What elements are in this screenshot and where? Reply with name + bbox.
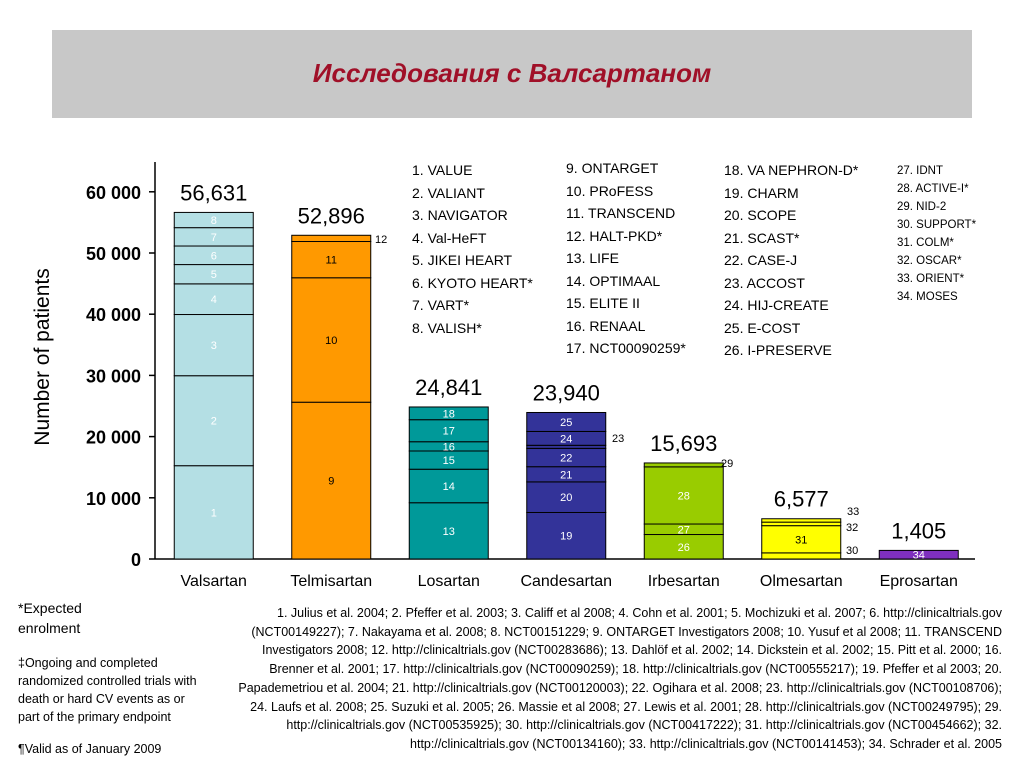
segment-label: 27 <box>677 524 690 537</box>
legend-item: 15. ELITE II <box>566 295 640 311</box>
y-tick-label: 40 000 <box>85 305 141 326</box>
references: 1. Julius et al. 2004; 2. Pfeffer et al. 2003; 3. Califf et al 2008; 4. Cohn et al. 2001; 5. Mochizuki et al. 2007; 6. http://clinicaltrials.gov (NCT00149227); 7. Nakayama et al. 2008; 8. NCT00151229; 9. ONTARGET Investigators 2008; 10. Yusuf et al 2008; 11. TRANSCEND Investigators 2008; 12. http://clinicaltrials.gov (NCT00283686); 13. Dahlöf et al. 2002; 14. Dickstein et al. 2002; 15. Pitt et al. 2000; 16. Brenner et al. 2001; 17. http://clinicaltrials.gov (NCT00090259); 18. http://clinicaltrials.gov (NCT00555217); 19. Pfeffer et al 2003; 20. Papademetriou et al. 2004; 21. http://clinicaltrials.gov (NCT00120003); 22. Ogihara et al. 2008; 23. http://clinicaltrials.gov (NCT00108706); 24. Laufs et al. 2008; 25. Suzuki et al. 2005; 26. Massie et al 2008; 27. Lewis et al. 2001; 28. http://clinicaltrials.gov (NCT00249795); 29. http://clinicaltrials.gov (NCT00535925); 30. http://clinicaltrials.gov (NCT00417222); 31. http://clinicaltrials.gov (NCT00454662); 32. http://clinicaltrials.gov (NCT00134160); 33. http://clinicaltrials.gov (NCT00141453); 34. Schrader et al. 2005 <box>238 606 1002 751</box>
legend-item: 2. VALIANT <box>412 184 485 201</box>
bar-total-label: 24,841 <box>415 374 483 400</box>
legend-item: 8. VALISH* <box>412 319 482 336</box>
y-tick-label: 10 000 <box>85 488 141 509</box>
slide-title: Исследования с Валсартаном <box>312 58 712 88</box>
legend-item: 27. IDNT <box>897 165 944 177</box>
segment-label: 3 <box>210 340 217 353</box>
segment-label: 10 <box>325 334 338 347</box>
segment-label: 24 <box>560 433 573 446</box>
bar-segment-30 <box>762 553 841 559</box>
segment-label: 8 <box>210 215 217 228</box>
y-tick-label: 50 000 <box>85 244 141 264</box>
legend-item: 29. NID-2 <box>897 201 947 213</box>
segment-label-outside: 33 <box>847 506 860 518</box>
x-tick-label: Eprosartan <box>879 573 958 590</box>
y-axis-label: Number of patients <box>31 268 54 446</box>
y-tick-label: 20 000 <box>85 427 141 448</box>
legend-item: 14. OPTIMAAL <box>566 272 661 289</box>
legend-item: 23. ACCOST <box>724 274 805 291</box>
legend-item: 31. COLM* <box>897 237 954 249</box>
legend-item: 34. MOSES <box>897 291 958 303</box>
segment-label: 25 <box>560 416 573 429</box>
legend-item: 11. TRANSCEND <box>566 205 676 221</box>
legend-item: 10. PRoFESS <box>566 182 654 199</box>
bar-total-label: 1,405 <box>891 518 947 544</box>
segment-label: 2 <box>210 415 217 428</box>
legend-item: 30. SUPPORT* <box>897 219 977 231</box>
legend-item: 26. I-PRESERVE <box>724 342 832 358</box>
legend-item: 12. HALT-PKD* <box>566 227 663 244</box>
segment-label: 9 <box>328 475 335 488</box>
legend-item: 16. RENAAL <box>566 317 646 334</box>
y-tick-label: 30 000 <box>85 366 141 387</box>
bar-segment-32 <box>762 522 841 526</box>
legend-item: 20. SCOPE <box>724 207 797 223</box>
y-tick-label: 60 000 <box>85 182 141 203</box>
legend-item: 9. ONTARGET <box>566 160 659 176</box>
x-tick-label: Olmesartan <box>759 573 843 590</box>
legend-column-3 <box>724 159 858 362</box>
x-tick-label: Irbesartan <box>647 573 720 590</box>
bar-segment-12 <box>292 235 371 241</box>
legend-item: 28. ACTIVE-I* <box>897 183 969 195</box>
segment-label-outside: 12 <box>375 234 388 246</box>
bar-total-label: 52,896 <box>297 203 365 229</box>
legend-column-2 <box>566 157 686 360</box>
legend-item: 25. E-COST <box>724 319 801 336</box>
segment-label: 17 <box>442 425 455 438</box>
legend-item: 13. LIFE <box>566 250 619 266</box>
segment-label-outside: 29 <box>721 458 734 470</box>
legend-item: 6. KYOTO HEART* <box>412 274 533 291</box>
legend-item: 24. HIJ-CREATE <box>724 297 829 313</box>
x-tick-label: Valsartan <box>180 573 247 590</box>
segment-label: 5 <box>210 269 217 282</box>
legend-item: 17. NCT00090259* <box>566 340 686 356</box>
bar-segment-29 <box>644 463 723 467</box>
note-valid-date: ¶Valid as of January 2009 <box>18 742 162 756</box>
legend-item: 18. VA NEPHRON-D* <box>724 162 859 178</box>
segment-label: 7 <box>210 231 217 244</box>
bar-total-label: 15,693 <box>650 430 718 456</box>
legend-item: 22. CASE-J <box>724 252 798 268</box>
legend-item: 4. Val-HeFT <box>412 229 487 246</box>
segment-label-outside: 30 <box>846 545 859 557</box>
segment-label: 1 <box>210 507 217 520</box>
bar-total-label: 56,631 <box>180 180 248 206</box>
segment-label: 19 <box>560 530 573 543</box>
legend-item: 32. OSCAR* <box>897 255 962 267</box>
legend-column-4 <box>897 162 976 306</box>
x-tick-label: Telmisartan <box>290 573 373 590</box>
segment-label: 34 <box>912 549 925 562</box>
segment-label-outside: 32 <box>846 522 859 534</box>
legend-item: 33. ORIENT* <box>897 273 965 285</box>
segment-label: 4 <box>210 294 217 307</box>
segment-label: 16 <box>442 441 455 454</box>
legend-item: 3. NAVIGATOR <box>412 207 508 223</box>
note-expected-enrolment: *Expected enrolment <box>18 600 82 636</box>
segment-label: 31 <box>795 534 808 547</box>
segment-label: 18 <box>442 408 455 421</box>
legend-column-1 <box>412 159 533 339</box>
y-tick-label: 0 <box>130 550 141 570</box>
bar-total-label: 23,940 <box>532 380 600 406</box>
bar-total-label: 6,577 <box>773 486 829 512</box>
segment-label: 11 <box>325 254 337 267</box>
segment-label: 21 <box>560 469 573 482</box>
x-tick-label: Candesartan <box>520 573 613 590</box>
segment-label: 6 <box>210 250 217 263</box>
segment-label: 22 <box>560 452 573 465</box>
legend-item: 1. VALUE <box>412 162 473 178</box>
segment-label: 14 <box>442 480 455 493</box>
segment-label: 20 <box>560 492 573 505</box>
legend-item: 19. CHARM <box>724 184 799 201</box>
segment-label: 13 <box>442 525 455 538</box>
segment-label: 15 <box>442 455 455 468</box>
legend-item: 5. JIKEI HEART <box>412 252 513 268</box>
legend-item: 21. SCAST* <box>724 229 800 246</box>
x-tick-label: Losartan <box>417 573 480 590</box>
segment-label-outside: 23 <box>612 433 625 445</box>
note-ongoing-trials: ‡Ongoing and completed randomized controlled trials with death or hard CV events as or part of the primary endpoint <box>18 656 197 724</box>
legend-item: 7. VART* <box>412 297 470 313</box>
segment-label: 28 <box>677 490 690 503</box>
segment-label: 26 <box>677 541 690 554</box>
bar-segment-33 <box>762 519 841 522</box>
